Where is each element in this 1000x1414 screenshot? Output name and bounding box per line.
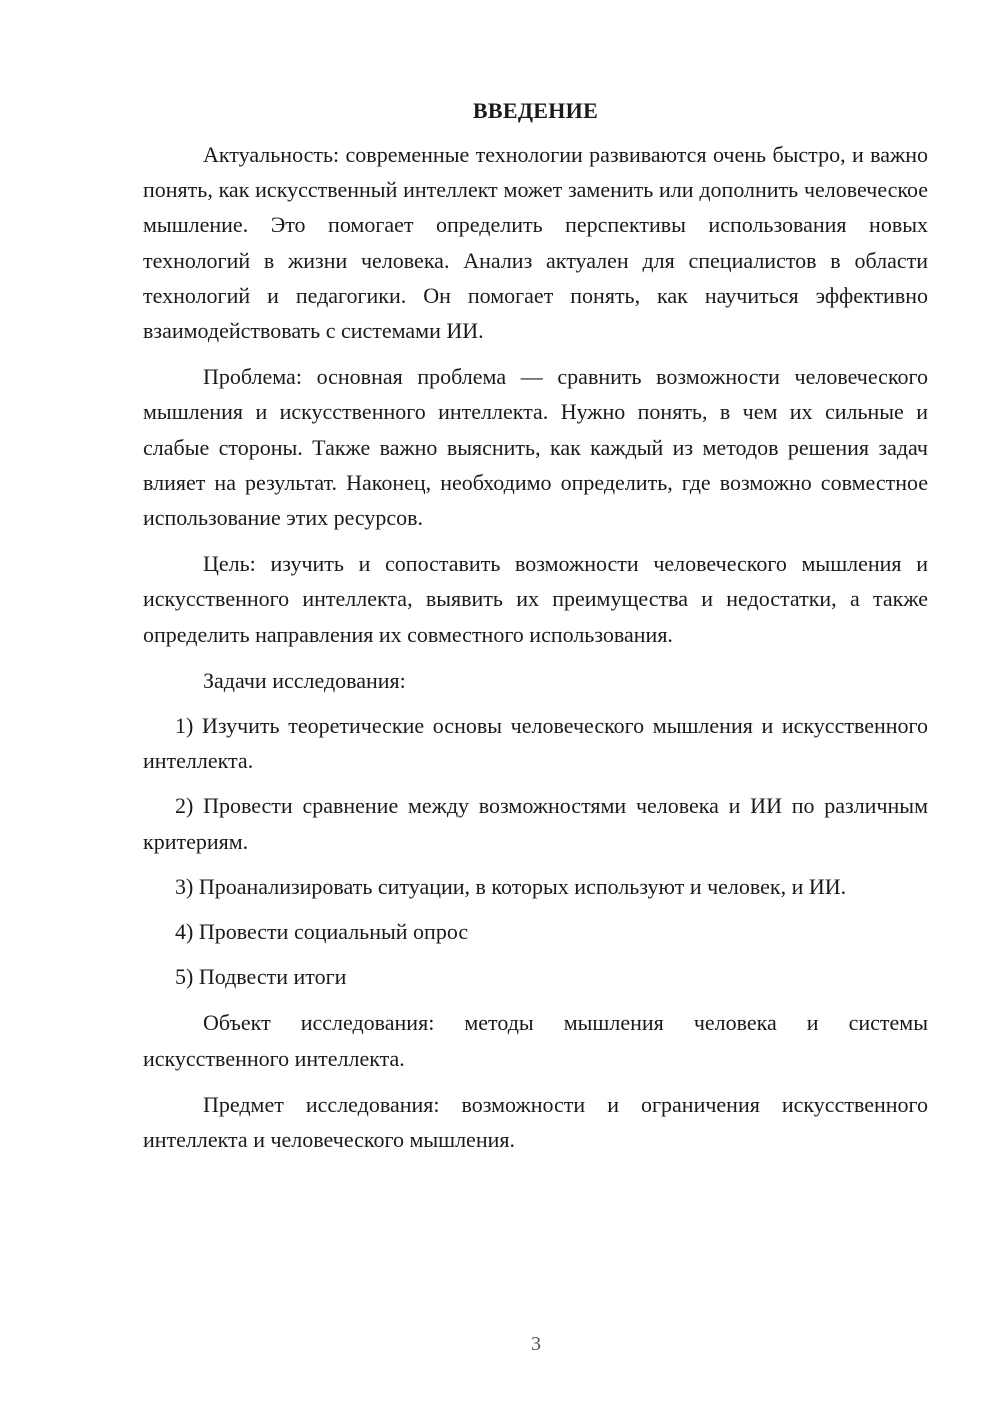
list-item: 4) Провести социальный опрос — [175, 919, 469, 945]
list-item: 5) Подвести итоги — [175, 964, 347, 990]
goal-paragraph: Цель: изучить и сопоставить возможности человеческого мышления и искусственного интеллекта, выявить их преимущества и недостатки, а также определить направления их совместного использования. — [143, 551, 928, 647]
list-item: 3) Проанализировать ситуации, в которых используют и человек, и ИИ. — [175, 873, 847, 899]
tasks-intro: Задачи исследования: — [203, 667, 406, 693]
problem-paragraph: Проблема: основная проблема — сравнить возможности человеческого мышления и искусственного интеллекта. Нужно понять, в чем их сильные и слабые стороны. Также важно выяснить, как каждый из методов решения задач влияет на результат. Наконец, необходимо определить, где возможно совместное использование этих ресурсов. — [143, 364, 928, 531]
relevance-paragraph: Актуальность: современные технологии развиваются очень быстро, и важно понять, как искусственный интеллект может заменить или дополнить человеческое мышление. Это помогает определить перспективы использования новых технологий в жизни человека. Анализ актуален для специалистов в области технологий и педагогики. Он помогает понять, как научиться эффективно взаимодействовать с системами ИИ. — [143, 142, 928, 344]
subject-paragraph: Предмет исследования: возможности и ограничения искусственного интеллекта и человеческого мышления. — [143, 1091, 928, 1153]
document-page — [143, 94, 928, 1157]
object-paragraph: Объект исследования: методы мышления человека и системы искусственного интеллекта. — [143, 1010, 928, 1071]
page-number: 3 — [531, 1333, 541, 1355]
list-item: 2) Провести сравнение между возможностями человека и ИИ по различным критериям. — [143, 793, 928, 854]
tasks-list — [143, 708, 928, 994]
list-item: 1) Изучить теоретические основы человеческого мышления и искусственного интеллекта. — [143, 713, 928, 774]
section-heading: ВВЕДЕНИЕ — [472, 98, 599, 123]
